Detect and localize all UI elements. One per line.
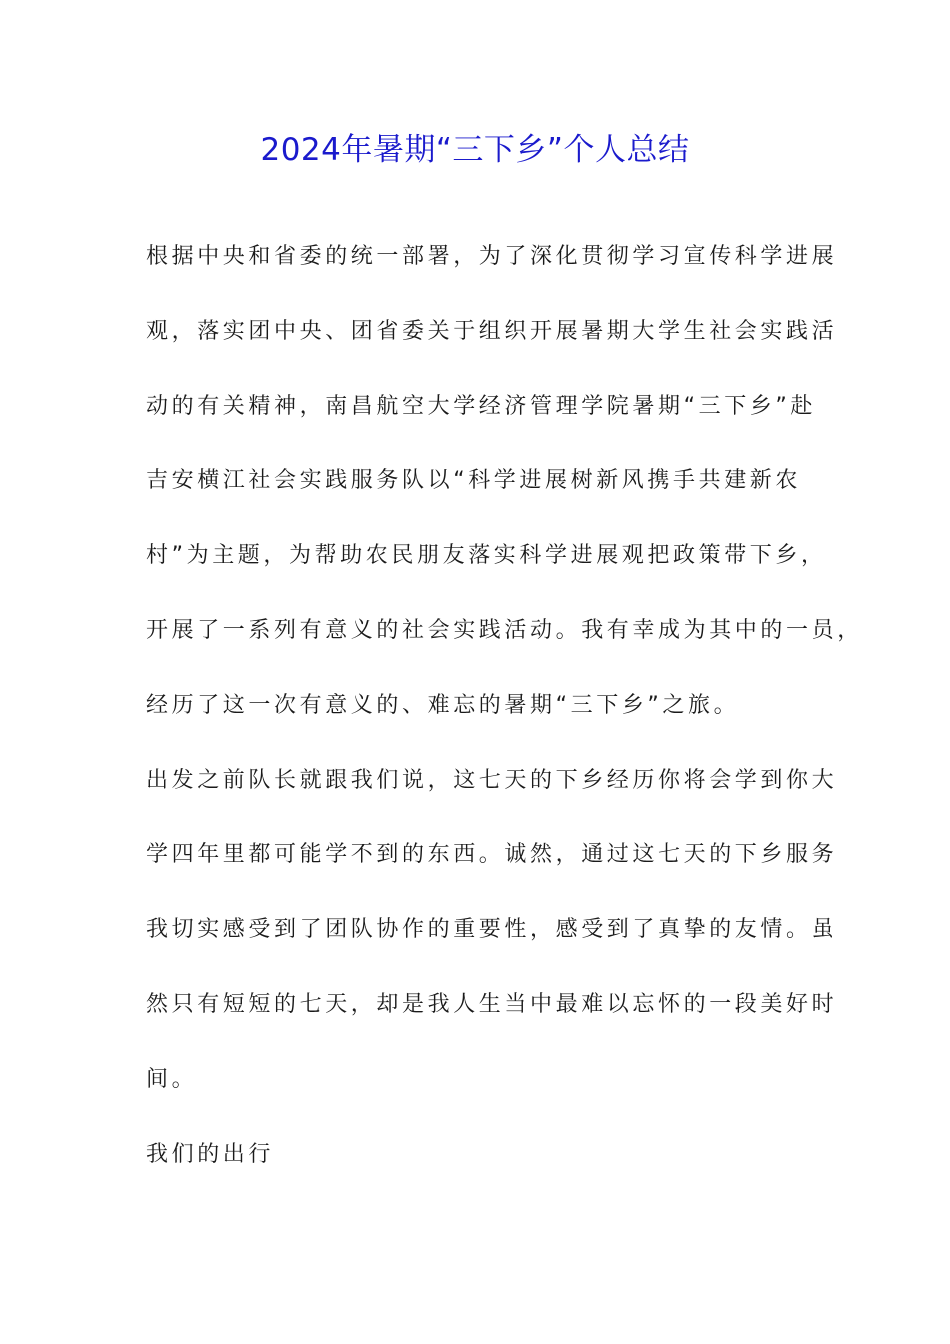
paragraph-line: 根据中央和省委的统一部署，为了深化贯彻学习宣传科学进展 <box>146 244 838 269</box>
paragraph-line: 开展了一系列有意义的社会实践活动。我有幸成为其中的一员， <box>146 617 863 643</box>
section-heading: 我们的出行 <box>146 1141 275 1167</box>
paragraph-line: 吉安横江社会实践服务队以“科学进展树新风携手共建新农 <box>146 468 801 494</box>
document-body <box>146 237 863 1209</box>
paragraph-line: 然只有短短的七天，却是我人生当中最难以忘怀的一段美好时 <box>146 991 838 1017</box>
paragraph-line: 村”为主题，为帮助农民朋友落实科学进展观把政策带下乡， <box>146 543 827 569</box>
paragraph-line: 动的有关精神，南昌航空大学经济管理学院暑期“三下乡”赴 <box>146 393 816 419</box>
paragraph-line: 间。 <box>146 1066 198 1092</box>
paragraph-line: 学四年里都可能学不到的东西。诚然，通过这七天的下乡服务 <box>146 842 838 868</box>
paragraph-line: 经历了这一次有意义的、难忘的暑期“三下乡”之旅。 <box>146 692 740 718</box>
paragraph-line: 出发之前队长就跟我们说，这七天的下乡经历你将会学到你大 <box>146 767 838 793</box>
document-title: 2024年暑期“三下乡”个人总结 <box>260 132 690 168</box>
paragraph-line: 观，落实团中央、团省委关于组织开展暑期大学生社会实践活 <box>146 318 838 344</box>
paragraph-line: 我切实感受到了团队协作的重要性，感受到了真挚的友情。虽 <box>146 917 838 943</box>
